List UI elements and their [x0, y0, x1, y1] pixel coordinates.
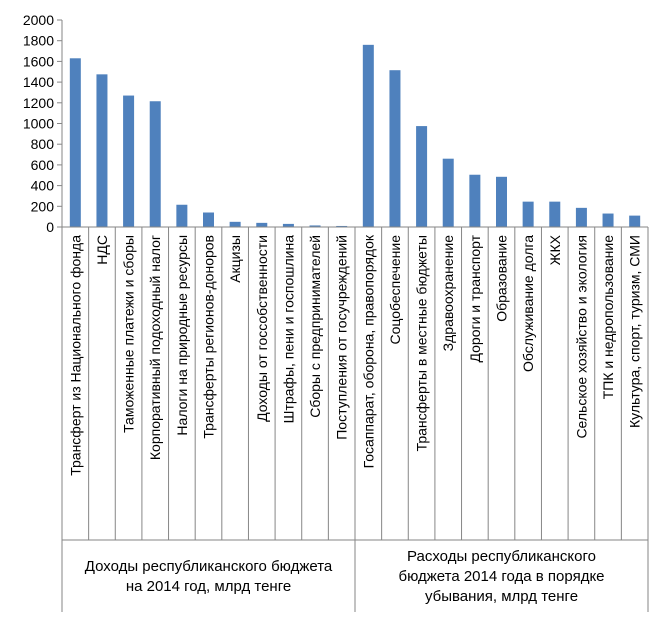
bar	[603, 214, 614, 227]
bar	[576, 208, 587, 227]
x-tick-label: Таможенные платежи и сборы	[120, 235, 137, 433]
x-tick-label: ТПК и недропользование	[600, 235, 617, 400]
bar	[96, 74, 107, 227]
x-tick-label: Культура, спорт, туризм, СМИ	[626, 235, 643, 428]
bar	[203, 213, 214, 227]
bar	[443, 159, 454, 227]
bar	[549, 202, 560, 227]
group-label: убывания, млрд тенге	[424, 588, 579, 605]
bar	[389, 70, 400, 227]
bar	[496, 177, 507, 227]
x-tick-label: НДС	[93, 235, 110, 265]
y-axis	[23, 12, 62, 235]
x-tick-label: Доходы от госсобственности	[253, 235, 270, 422]
y-tick-label: 200	[30, 198, 54, 215]
x-tick-label: Госаппарат, оборона, правопорядок	[360, 235, 377, 469]
bar	[230, 222, 241, 227]
x-tick-label: Трансферты регионов-доноров	[200, 235, 217, 439]
x-tick-label: Дороги и транспорт	[466, 235, 483, 363]
bar	[523, 202, 534, 227]
y-tick-label: 400	[30, 177, 54, 194]
category-groups	[62, 540, 648, 612]
y-tick-label: 1600	[22, 53, 54, 70]
bars	[70, 45, 640, 227]
group-label: Расходы республиканского	[407, 548, 596, 565]
x-tick-label: ЖКХ	[546, 235, 563, 266]
y-tick-label: 0	[46, 219, 54, 235]
bar	[176, 205, 187, 227]
y-tick-label: 600	[30, 156, 54, 173]
bar	[256, 223, 267, 227]
x-tick-label: Здравоохранение	[440, 235, 457, 352]
group-label: Доходы республиканского бюджета	[84, 558, 333, 575]
y-tick-label: 2000	[22, 12, 54, 28]
x-tick-label: Трансферты в местные бюджеты	[413, 235, 430, 452]
x-tick-label: Соцобеспечение	[386, 235, 403, 345]
x-tick-label: Поступления от госучреждений	[333, 235, 350, 440]
y-tick-label: 1800	[22, 32, 54, 49]
x-tick-label: Сельское хозяйство и экология	[573, 235, 590, 439]
bar	[469, 175, 480, 227]
x-tick-label: Образование	[493, 235, 510, 322]
y-tick-label: 800	[30, 136, 54, 153]
group-label: бюджета 2014 года в порядке	[398, 568, 605, 585]
x-tick-label: Штрафы, пени и госпошлина	[280, 235, 297, 424]
bar	[363, 45, 374, 227]
bar	[150, 101, 161, 227]
x-tick-label: Сборы с предпринимателей	[307, 235, 324, 418]
bar	[70, 58, 81, 227]
y-tick-label: 1400	[22, 74, 54, 91]
bar	[629, 216, 640, 227]
bar	[416, 126, 427, 227]
x-tick-label: Трансферт из Национального фонда	[67, 235, 84, 476]
x-axis	[62, 227, 648, 540]
bar	[123, 96, 134, 227]
x-tick-label: Акцизы	[227, 234, 244, 283]
group-label: на 2014 год, млрд тенге	[125, 578, 292, 595]
y-tick-label: 1000	[22, 115, 54, 132]
y-tick-label: 1200	[22, 94, 54, 111]
x-tick-label: Налоги на природные ресурсы	[173, 235, 190, 436]
x-tick-label: Обслуживание долга	[520, 235, 537, 372]
x-tick-label: Корпоративный подоходный налог	[147, 235, 164, 461]
